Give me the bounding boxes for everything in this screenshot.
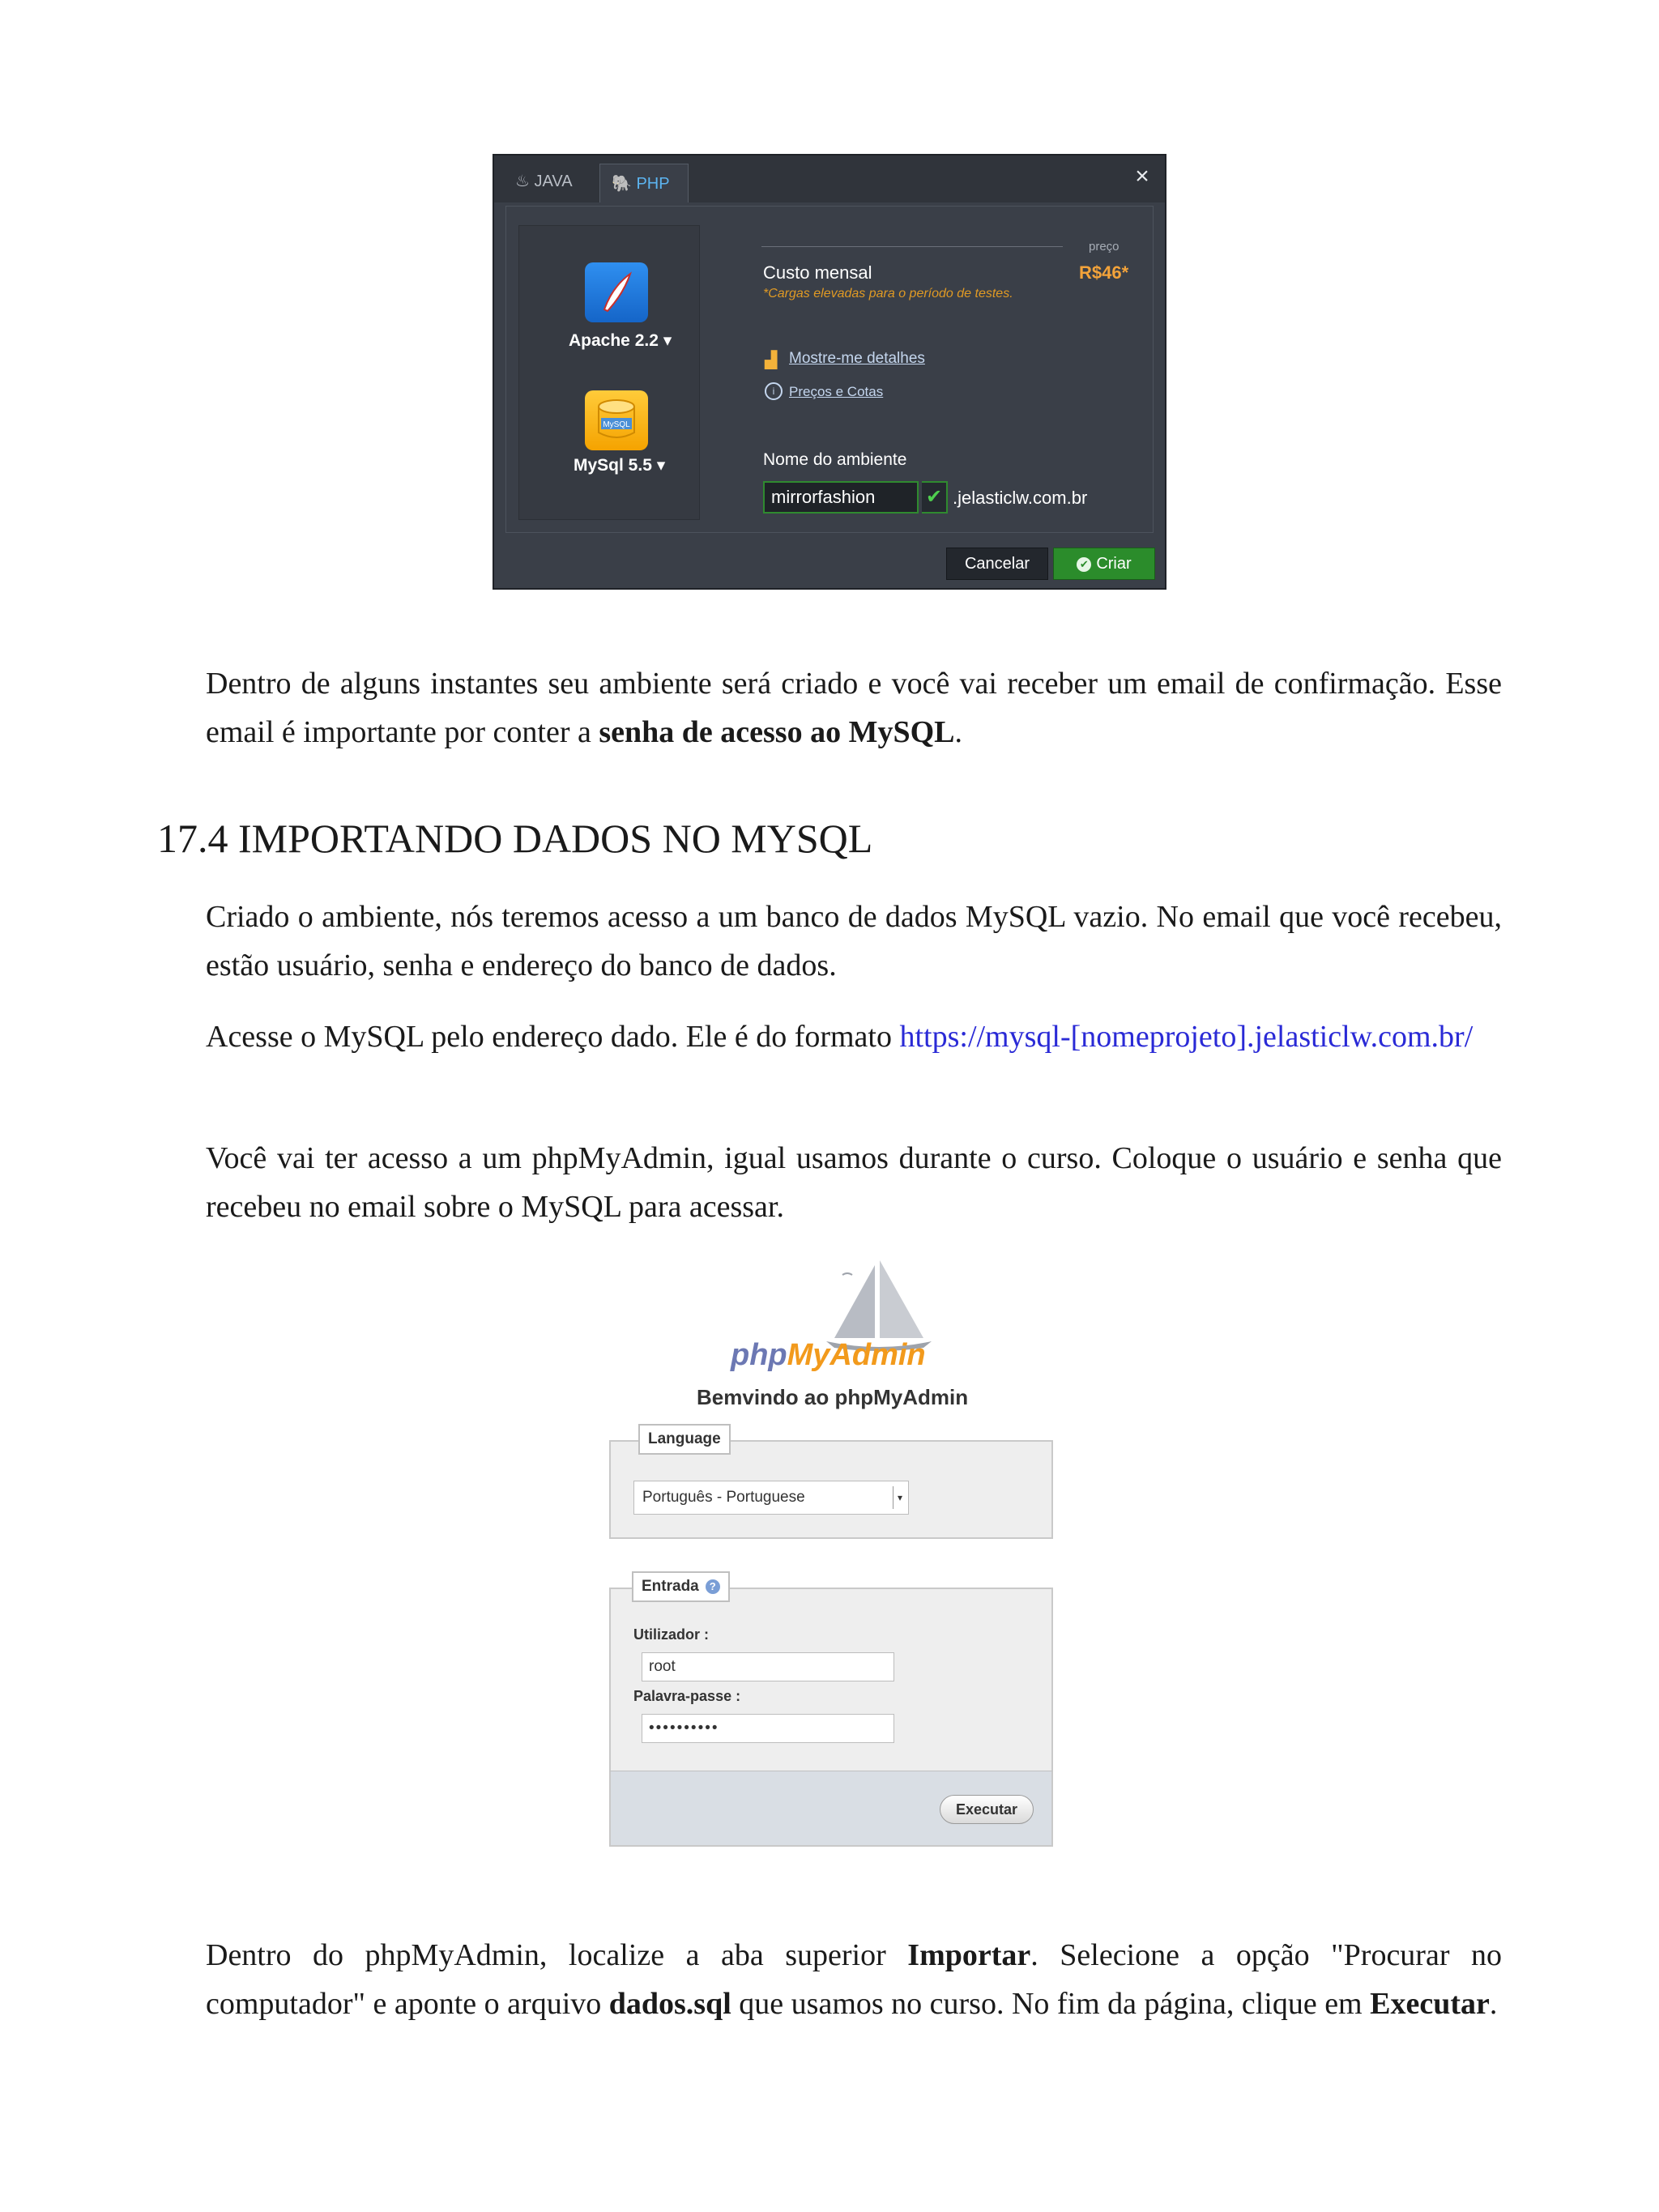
apache-feather-icon[interactable]: [585, 262, 648, 322]
check-icon: ✔: [922, 481, 948, 514]
coins-icon: ▟: [765, 352, 778, 369]
tab-java[interactable]: ♨ JAVA: [515, 173, 573, 190]
php-elephant-icon: 🐘: [612, 175, 632, 193]
java-icon: ♨: [515, 173, 530, 190]
paragraph-mysql-address: Acesse o MySQL pelo endereço dado. Ele é do formato https://mysql-[nomeprojeto].jelasticlw.com.br/: [206, 1020, 1473, 1054]
help-icon[interactable]: ?: [706, 1579, 720, 1594]
check-circle-icon: ✔: [1077, 557, 1091, 572]
monthly-price: R$46*: [1079, 262, 1129, 283]
paragraph-import-instructions: Dentro do phpMyAdmin, localize a aba superior Importar. Selecione a opção "Procurar no computador" e aponte o arquivo dados.sql que usamos no curso. No fim da página, clique em Executar.: [206, 1938, 1503, 2021]
phpmyadmin-logo: phpMyAdmin: [731, 1338, 926, 1372]
mysql-logo-text: MySQL: [603, 420, 630, 429]
monthly-cost-label: Custo mensal: [763, 262, 872, 283]
domain-suffix: .jelasticlw.com.br: [953, 488, 1088, 508]
username-input[interactable]: root: [642, 1652, 894, 1681]
apache-version-dropdown[interactable]: Apache 2.2 ▾: [569, 331, 672, 350]
welcome-title: Bemvindo ao phpMyAdmin: [697, 1385, 969, 1409]
price-divider: [761, 246, 1063, 247]
info-icon: i: [765, 382, 783, 400]
env-name-label: Nome do ambiente: [763, 450, 907, 469]
dropdown-arrow-icon: ▾: [893, 1486, 906, 1509]
paragraph-env-created: Dentro de alguns instantes seu ambiente será criado e você vai receber um email de confirmação. Esse email é importante por conter a senha de acesso ao MySQL.: [206, 667, 1502, 749]
prices-quotas-link[interactable]: Preços e Cotas: [789, 384, 884, 399]
mysql-version-dropdown[interactable]: MySql 5.5 ▾: [574, 456, 666, 475]
execute-button[interactable]: Executar: [940, 1795, 1034, 1824]
paragraph-empty-db: Criado o ambiente, nós teremos acesso a um banco de dados MySQL vazio. No email que você recebeu, estão usuário, senha e endereço do banco de dados.: [206, 900, 1502, 982]
password-label: Palavra-passe :: [633, 1688, 741, 1704]
cancel-button[interactable]: Cancelar: [946, 548, 1048, 580]
price-note: *Cargas elevadas para o período de testes.: [763, 287, 1013, 300]
username-label: Utilizador :: [633, 1626, 709, 1643]
jelastic-environment-dialog: [493, 154, 1166, 590]
create-button[interactable]: ✔ Criar: [1053, 548, 1155, 580]
price-header: preço: [1089, 240, 1120, 254]
login-legend: Entrada ?: [632, 1571, 730, 1602]
language-legend: Language: [638, 1424, 731, 1455]
env-name-input[interactable]: mirrorfashion: [763, 481, 919, 514]
section-heading: 17.4 IMPORTANDO DADOS NO MYSQL: [157, 816, 873, 861]
close-icon[interactable]: ×: [1135, 163, 1149, 190]
paragraph-phpmyadmin-access: Você vai ter acesso a um phpMyAdmin, igual usamos durante o curso. Coloque o usuário e senha que recebeu no email sobre o MySQL para acessar.: [206, 1141, 1502, 1224]
language-select[interactable]: Português - Portuguese ▾: [633, 1481, 909, 1515]
tab-php[interactable]: 🐘 PHP: [599, 164, 689, 202]
password-input[interactable]: ••••••••••: [642, 1714, 894, 1743]
dialog-tab-bar: [494, 156, 1165, 202]
mysql-database-icon[interactable]: [585, 390, 648, 450]
mysql-url-link[interactable]: https://mysql-[nomeprojeto].jelasticlw.com.br/: [899, 1020, 1473, 1054]
show-details-link[interactable]: Mostre-me detalhes: [789, 350, 925, 367]
